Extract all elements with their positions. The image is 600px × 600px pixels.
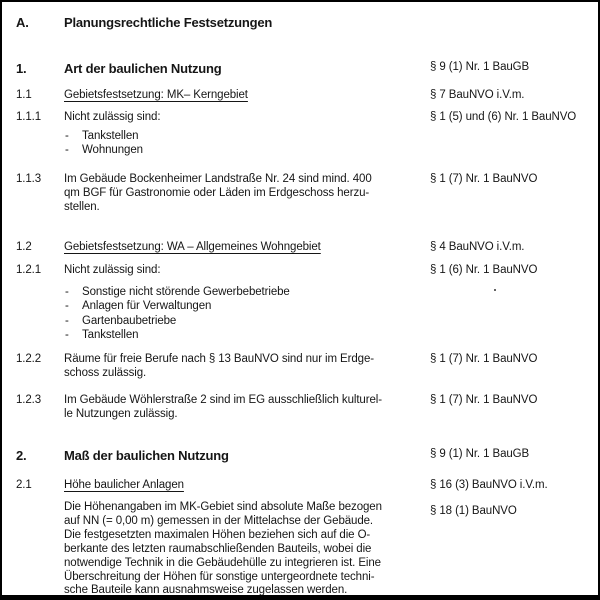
legal-ref: § 18 (1) BauNVO [430,505,517,517]
subsection-heading [64,89,426,101]
row-1-2-1 [2,264,598,280]
row-2 [2,448,598,464]
section-number: 1.1.1 [16,111,42,123]
text-line: sche Bauteile kann ausnahmsweise zugelassen werden. [64,584,348,597]
text-line: berkante des letzten raumabschließenden Bauteils, wobei die [64,542,372,555]
section-number: 2.1 [16,479,32,491]
row-1-1-1 [2,111,598,127]
legal-ref: § 1 (7) Nr. 1 BauNVO [430,394,538,406]
row-2-1-paragraph [2,501,598,597]
subsection-heading [64,241,426,253]
clause-text [64,394,426,422]
list-item [2,300,598,316]
row-1-1 [2,89,598,105]
list-dash: - [65,130,69,142]
text-line: Im Gebäude Bockenheimer Landstraße Nr. 24 sind mind. 400 [64,173,372,185]
legal-ref: § 4 BauNVO i.V.m. [430,241,525,253]
section-number: 1. [16,61,27,76]
list-item-text: Sonstige nicht störende Gewerbebetriebe [82,286,290,298]
clause-text [64,501,426,598]
list-dash: - [65,315,69,327]
legal-ref: § 1 (7) Nr. 1 BauNVO [430,173,538,185]
page-title: Planungsrechtliche Festsetzungen [64,15,273,30]
section-number: 1.2.1 [16,264,42,276]
clause-text: Nicht zulässig sind: [64,111,161,123]
underlined-heading-text: Höhe baulicher Anlagen [64,479,184,491]
section-number: 2. [16,448,27,463]
list-dash: - [65,144,69,156]
list-dash: - [65,300,69,312]
legal-ref: § 9 (1) Nr. 1 BauGB [430,448,530,460]
legal-ref: § 7 BauNVO i.V.m. [430,89,525,101]
list-item [2,329,598,345]
section-letter: A. [16,15,29,30]
section-number: 1.2.2 [16,353,42,365]
legal-ref: § 9 (1) Nr. 1 BauGB [430,61,530,73]
clause-text [64,353,426,381]
underlined-heading-text: Gebietsfestsetzung: MK– Kerngebiet [64,89,248,101]
legal-ref: § 1 (5) und (6) Nr. 1 BauNVO [430,111,577,123]
scan-noise-dot [494,289,496,291]
section-heading: Art der baulichen Nutzung [64,61,222,76]
list-item-text: Tankstellen [82,130,139,142]
list-dash: - [65,286,69,298]
text-line: Die Höhenangaben im MK-Gebiet sind absolute Maße bezogen [64,501,382,513]
text-line: notwendige Technik in die Gebäudehülle zu integrieren ist. Eine [64,556,381,569]
section-number: 1.2.3 [16,394,42,406]
clause-text: Nicht zulässig sind: [64,264,161,276]
row-1-2-2 [2,353,598,379]
legal-ref: § 1 (7) Nr. 1 BauNVO [430,353,538,365]
text-line: auf NN (= 0,00 m) gemessen in der Mittelachse der Gebäude. [64,514,374,527]
text-line: qm BGF für Gastronomie oder Läden im Erdgeschoss herzu- [64,186,370,199]
row-1-2-3 [2,394,598,420]
list-item-text: Wohnungen [82,144,143,156]
list-item-text: Tankstellen [82,329,139,341]
row-2-1 [2,479,598,495]
clause-text [64,173,426,215]
list-item-text: Gartenbaubetriebe [82,315,177,327]
text-line: schoss zulässig. [64,366,147,379]
list-dash: - [65,329,69,341]
row-1-1-3 [2,173,598,213]
text-line: Im Gebäude Wöhlerstraße 2 sind im EG ausschließlich kulturel- [64,394,382,406]
subsection-heading [64,479,426,491]
title-row [2,15,598,31]
section-number: 1.1.3 [16,173,42,185]
underlined-heading-text: Gebietsfestsetzung: WA – Allgemeines Wohngebiet [64,241,321,253]
section-number: 1.2 [16,241,32,253]
row-1-2 [2,241,598,257]
text-line: stellen. [64,200,100,213]
legal-ref: § 1 (6) Nr. 1 BauNVO [430,264,538,276]
text-line: Die festgesetzten maximalen Höhen beziehen sich auf die O- [64,528,371,541]
list-item-text: Anlagen für Verwaltungen [82,300,212,312]
section-heading: Maß der baulichen Nutzung [64,448,229,463]
list-item [2,144,598,160]
legal-ref: § 16 (3) BauNVO i.V.m. [430,479,548,491]
text-line: Räume für freie Berufe nach § 13 BauNVO sind nur im Erdge- [64,353,374,365]
section-number: 1.1 [16,89,32,101]
row-1 [2,61,598,77]
text-line: Überschreitung der Höhen für sonstige untergeordnete techni- [64,570,375,583]
text-line: le Nutzungen zulässig. [64,407,178,420]
